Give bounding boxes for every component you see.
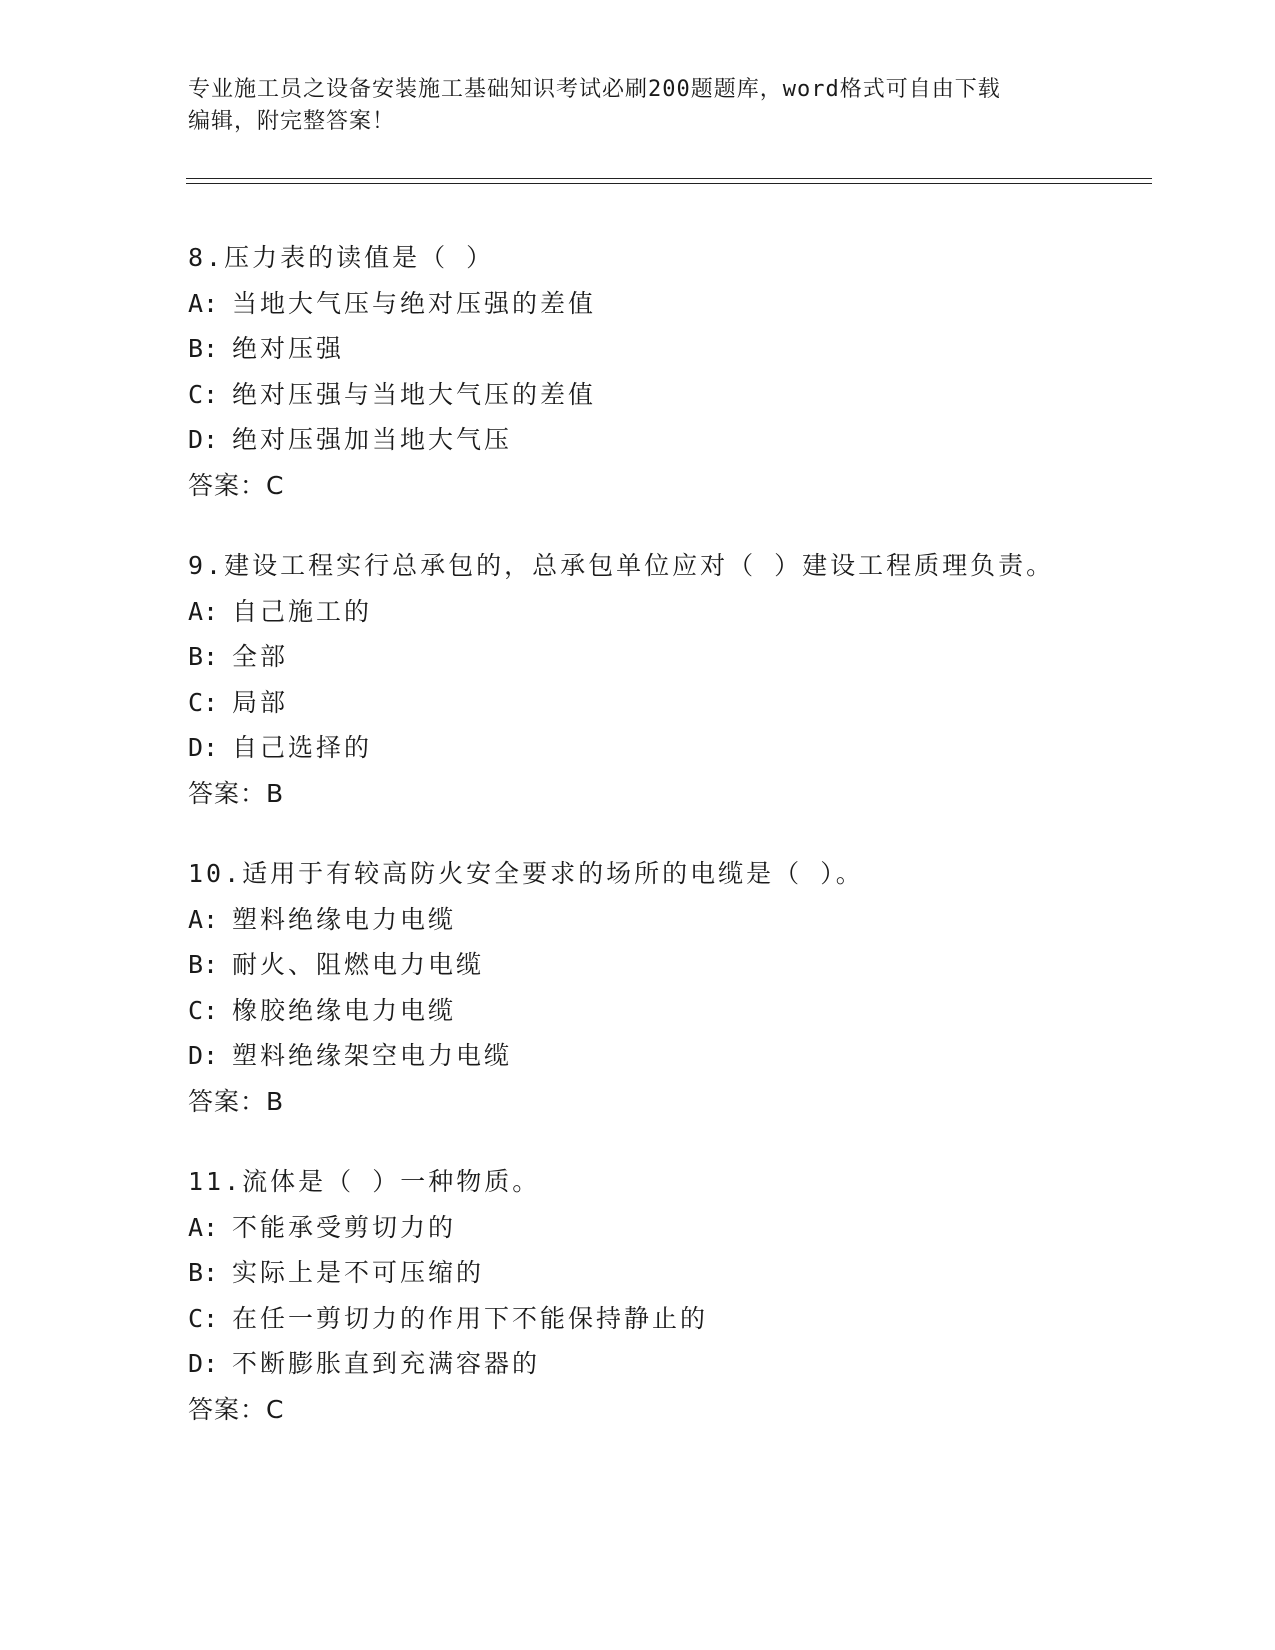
document-header: [188, 74, 1088, 138]
option-b: [188, 1250, 1188, 1296]
option-text: 塑料绝缘电力电缆: [232, 904, 457, 934]
option-a: [188, 897, 1188, 943]
option-text: 耐火、阻燃电力电缆: [232, 950, 485, 979]
option-key: A:: [188, 1212, 219, 1242]
option-d: [188, 1341, 1188, 1387]
option-text: 自己施工的: [232, 596, 373, 626]
option-text: 塑料绝缘架空电力电缆: [232, 1041, 513, 1070]
option-text: 绝对压强: [232, 334, 345, 363]
option-key: D:: [188, 1041, 219, 1070]
option-key: D:: [188, 425, 219, 454]
option-text: 不能承受剪切力的: [232, 1212, 457, 1242]
header-line-1: 专业施工员之设备安装施工基础知识考试必刷200题题库，word格式可自由下载: [188, 77, 1001, 102]
answer: 答案：B: [188, 1086, 285, 1116]
option-key: C:: [188, 1303, 219, 1333]
question-stem: 11.流体是（ ）一种物质。: [188, 1167, 541, 1196]
option-key: B:: [188, 334, 219, 363]
option-a: [188, 589, 1188, 635]
option-text: 局部: [232, 687, 289, 717]
answer: 答案：C: [188, 1394, 285, 1424]
option-key: C:: [188, 995, 219, 1025]
option-text: 绝对压强加当地大气压: [232, 425, 513, 454]
question-stem: 10.适用于有较高防火安全要求的场所的电缆是（ ）。: [188, 859, 864, 888]
option-key: B:: [188, 642, 219, 671]
question-8: [188, 235, 1188, 508]
option-key: B:: [188, 950, 219, 979]
question-9: [188, 543, 1188, 816]
option-d: [188, 417, 1188, 463]
option-text: 在任一剪切力的作用下不能保持静止的: [232, 1303, 709, 1333]
option-key: A:: [188, 904, 219, 934]
option-d: [188, 725, 1188, 771]
question-10: [188, 851, 1188, 1124]
answer: 答案：B: [188, 778, 285, 808]
option-c: [188, 372, 1188, 418]
option-c: [188, 680, 1188, 726]
option-text: 自己选择的: [232, 733, 373, 762]
answer: 答案：C: [188, 470, 285, 500]
question-list: [188, 235, 1188, 1467]
option-c: [188, 1296, 1188, 1342]
option-key: D:: [188, 733, 219, 762]
option-text: 绝对压强与当地大气压的差值: [232, 379, 597, 409]
option-key: D:: [188, 1349, 219, 1378]
header-double-rule: [186, 178, 1152, 184]
option-c: [188, 988, 1188, 1034]
header-line-2: 编辑，附完整答案！: [188, 109, 396, 134]
option-d: [188, 1033, 1188, 1079]
option-text: 当地大气压与绝对压强的差值: [232, 288, 597, 318]
option-text: 不断膨胀直到充满容器的: [232, 1349, 541, 1378]
option-b: [188, 634, 1188, 680]
option-b: [188, 942, 1188, 988]
option-key: C:: [188, 379, 219, 409]
option-a: [188, 281, 1188, 327]
option-key: A:: [188, 288, 219, 318]
question-11: [188, 1159, 1188, 1432]
option-text: 全部: [232, 642, 289, 671]
option-key: B:: [188, 1258, 219, 1287]
option-b: [188, 326, 1188, 372]
question-stem: 9.建设工程实行总承包的，总承包单位应对（ ）建设工程质理负责。: [188, 551, 1055, 580]
option-text: 橡胶绝缘电力电缆: [232, 995, 457, 1025]
option-key: C:: [188, 687, 219, 717]
option-a: [188, 1205, 1188, 1251]
option-text: 实际上是不可压缩的: [232, 1258, 485, 1287]
question-stem: 8.压力表的读值是（ ）: [188, 243, 495, 272]
option-key: A:: [188, 596, 219, 626]
